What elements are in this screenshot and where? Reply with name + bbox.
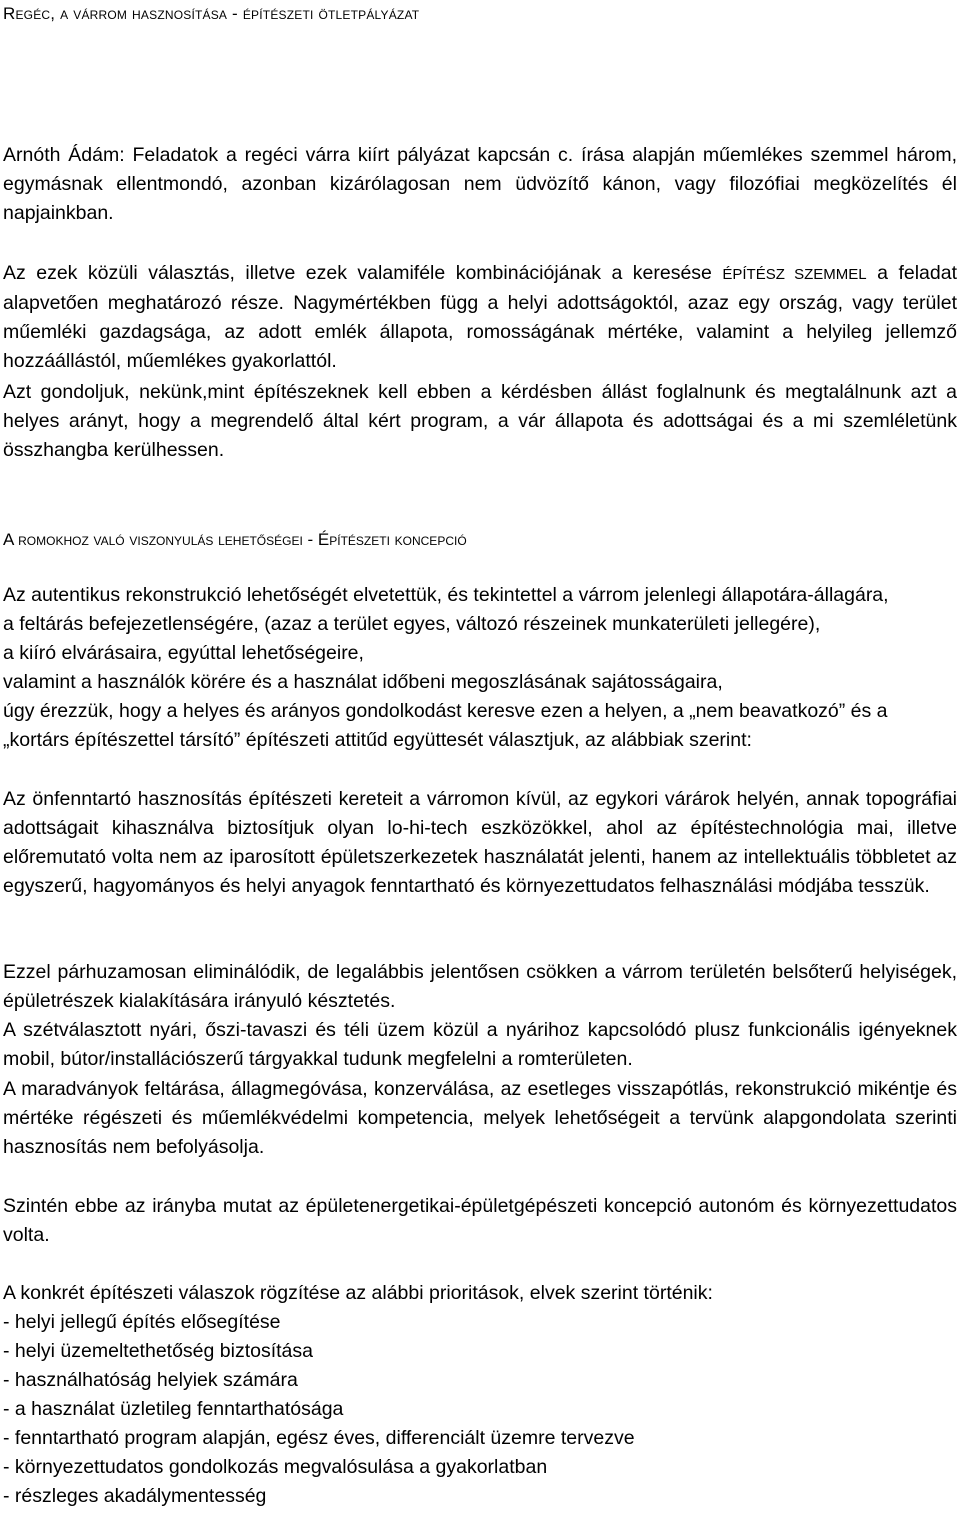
- list-item: - helyi üzemeltethetőség biztosítása: [3, 1340, 314, 1362]
- section-paragraph-1: [3, 581, 957, 755]
- section-paragraph-6: Szintén ebbe az irányba mutat az épületenergetikai-épületgépészeti koncepció autonóm és környezettudatos volta.: [3, 1195, 957, 1246]
- list-item: - használhatóság helyiek számára: [3, 1369, 298, 1391]
- s2-p1-line: Az autentikus rekonstrukció lehetőségét elvetettük, és tekintettel a várrom jelenlegi állapotára-állagára,: [3, 584, 889, 606]
- intro-p2-text-b: a feladat alapvetően meghatározó része. Nagymértékben függ a helyi adottságoktól, azaz egy ország, vagy terület műemléki gazdagsága, az adott emlék állapota, romosságának mértéke, valamint a helyileg jellemző hozzáállástól, műemlékes gyakorlattól.: [3, 262, 957, 372]
- list-item: - fenntartható program alapján, egész éves, differenciált üzemre tervezve: [3, 1427, 635, 1449]
- section-title: A romokhoz való viszonyulás lehetőségei - Építészeti koncepció: [3, 530, 467, 549]
- intro-paragraph-3: [3, 378, 957, 465]
- s2-p1-line: „kortárs építészettel társító” építészeti attitűd együttesét választjuk, az alábbiak szerint:: [3, 729, 752, 751]
- list-item: - a használat üzletileg fenntarthatósága: [3, 1398, 344, 1420]
- intro-p2-text-a: Az ezek közüli választás, illetve ezek valamiféle kombinációjának a keresése: [3, 262, 723, 284]
- s2-p1-line: a feltárás befejezetlenségére, (azaz a terület egyes, változó részeinek munkaterületi jellegére),: [3, 613, 821, 635]
- s2-p1-line: a kiíró elvárásaira, egyúttal lehetőségeire,: [3, 642, 364, 664]
- intro-p2-smallcaps: ÉPÍTÉSZ SZEMMEL: [722, 266, 867, 283]
- intro-p1-text: Arnóth Ádám: Feladatok a regéci várra kiírt pályázat kapcsán c. írása alapján műemlékes szemmel három, egymásnak ellentmondó, azonban kizárólagosan nem üdvözítő kánon, vagy filozófiai megközelítés él napjainkban.: [3, 144, 957, 224]
- s2-p1-line: úgy érezzük, hogy a helyes és arányos gondolkodást keresve ezen a helyen, a „nem beavatkozó” és a: [3, 700, 888, 722]
- document-header: Regéc, a várrom hasznosítása - építészeti ötletpályázat: [3, 4, 420, 23]
- section-paragraph-7: A konkrét építészeti válaszok rögzítése az alábbi prioritások, elvek szerint történik: - helyi jellegű építés elősegítése - helyi üzemeltethetőség biztosítása - használhatóság helyiek számára - a használat üzletileg fenntarthatósága - fenntartható program alapján, egész éves, differenciált üzemre tervezve - környezettudatos gondolkozás megvalósulása a gyakorlatban - részleges akadálymentesség: [3, 1279, 957, 1511]
- list-item: - helyi jellegű építés elősegítése: [3, 1311, 281, 1333]
- intro-paragraph-2: [3, 259, 957, 376]
- section-paragraph-2: Az önfenntartó hasznosítás építészeti kereteit a várromon kívül, az egykori várárok helyén, annak topográfiai adottságait kihasználva biztosítjuk olyan lo-hi-tech eszközökkel, ahol az építéstechnológia mai, illetve előremutató volta nem az iparosított épületszerkezetek használatát jelenti, hanem az intellektuális többletet az egyszerű, hagyományos és helyi anyagok fenntartható és környezettudatos felhasználási módjába tesszük.: [3, 788, 957, 897]
- section-paragraph-4: A szétválasztott nyári, őszi-tavaszi és téli üzem közül a nyárihoz kapcsolódó plusz funkcionális igényeknek mobil, bútor/installációszerű tárgyakkal tudunk megfelelni a romterületen.: [3, 1019, 957, 1070]
- s2-p1-line: valamint a használók körére és a használat időbeni megoszlásának sajátosságaira,: [3, 671, 723, 693]
- priorities-list: [3, 1308, 957, 1511]
- section-paragraph-3: Ezzel párhuzamosan eliminálódik, de legalábbis jelentősen csökken a várrom területén belsőterű helyiségek, épületrészek kialakítására irányuló késztetés.: [3, 961, 957, 1012]
- section-paragraph-5: A maradványok feltárása, állagmegóvása, konzerválása, az esetleges visszapótlás, rekonstrukció mikéntje és mértéke régészeti és műemlékvédelmi kompetencia, melyek lehetőségeit a tervünk alapgondolata szerinti hasznosítás nem befolyásolja.: [3, 1078, 957, 1158]
- list-item: - részleges akadálymentesség: [3, 1485, 267, 1507]
- intro-paragraph-1: [3, 141, 957, 228]
- intro-p3-text: Azt gondoljuk, nekünk,mint építészeknek kell ebben a kérdésben állást foglalnunk és megtalálnunk azt a helyes arányt, hogy a megrendelő által kért program, a vár állapota és adottságai és a mi szemléletünk összhangba kerülhessen.: [3, 381, 957, 461]
- list-item: - környezettudatos gondolkozás megvalósulása a gyakorlatban: [3, 1456, 548, 1478]
